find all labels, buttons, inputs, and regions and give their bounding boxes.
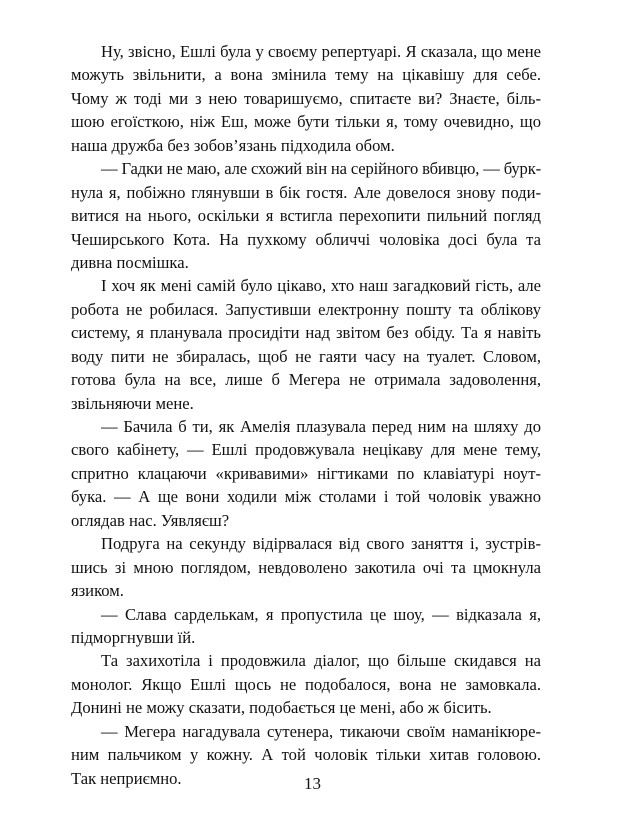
text-line: Чому ж тоді ми з нею товаришуємо, спитаєте ви? Знаєте, біль- bbox=[71, 88, 541, 108]
text-line: — Мегера нагадувала сутенера, тикаючи своїм наманікюре- bbox=[101, 721, 541, 741]
text-line: спритно клацаючи «кривавими» нігтиками по клавіатурі ноут- bbox=[71, 463, 541, 483]
text-line: Донині не можу сказати, подобається це мені, або ж бісить. bbox=[71, 698, 492, 718]
text-line: нула я, побіжно глянувши в бік гостя. Але довелося знову поди- bbox=[71, 182, 541, 202]
text-line: — Гадки не маю, але схожий він на серійного вбивцю, — бурк- bbox=[101, 159, 541, 179]
text-line: язиком. bbox=[71, 581, 124, 601]
text-line: Чеширського Кота. На пухкому обличчі чоловіка досі була та bbox=[71, 229, 541, 249]
text-line: Так неприємно. bbox=[71, 768, 182, 788]
text-line: Та захихотіла і продовжила діалог, що більше скидався на bbox=[101, 651, 541, 671]
text-line: шою егоїсткою, ніж Еш, може бути тільки я, тому очевидно, що bbox=[71, 112, 541, 132]
text-line: І хоч як мені самій було цікаво, хто наш загадковий гість, але bbox=[101, 276, 541, 296]
text-line: монолог. Якщо Ешлі щось не подобалося, вона не замовкала. bbox=[71, 674, 541, 694]
text-line: можуть звільнити, а вона змінила тему на цікавішу для себе. bbox=[71, 65, 541, 85]
text-line: готова була на все, лише б Мегера не отримала задоволення, bbox=[71, 370, 541, 390]
text-line: оглядав нас. Уявляєш? bbox=[71, 510, 230, 530]
page-number: 13 bbox=[304, 774, 321, 793]
text-line: шись зі мною поглядом, невдоволено закотила очі та цмокнула bbox=[71, 557, 541, 577]
text-line: Подруга на секунду відірвалася від свого заняття і, зустрів- bbox=[101, 534, 541, 554]
body-text bbox=[71, 40, 541, 790]
text-line: воду пити не збиралась, щоб не гаяти часу на туалет. Словом, bbox=[71, 346, 541, 366]
text-line: робота не робилася. Запустивши електронну пошту та облікову bbox=[71, 299, 541, 319]
text-line: — Бачила б ти, як Амелія плазувала перед ним на шляху до bbox=[101, 417, 541, 436]
text-line: бука. — А ще вони ходили між столами і той чоловік уважно bbox=[71, 487, 541, 507]
text-line: ним пальчиком у кожну. А той чоловік тільки хитав головою. bbox=[71, 745, 541, 765]
text-line: витися на нього, оскільки я встигла перехопити пильний погляд bbox=[71, 206, 541, 226]
text-line: дивна посмішка. bbox=[71, 252, 189, 272]
text-line: звільняючи мене. bbox=[71, 393, 194, 413]
text-line: — Слава сарделькам, я пропустила це шоу, — відказала я, bbox=[101, 604, 541, 624]
text-line: свого кабінету, — Ешлі продовжувала нецікаву для мене тему, bbox=[71, 440, 541, 460]
text-line: Ну, звісно, Ешлі була у своєму репертуарі. Я сказала, що мене bbox=[101, 42, 541, 61]
text-line: систему, я планувала просидіти над звітом без обіду. Та я навіть bbox=[71, 323, 541, 343]
text-line: наша дружба без зобов’язань підходила обом. bbox=[71, 135, 395, 155]
text-line: підморгнувши їй. bbox=[71, 627, 196, 647]
